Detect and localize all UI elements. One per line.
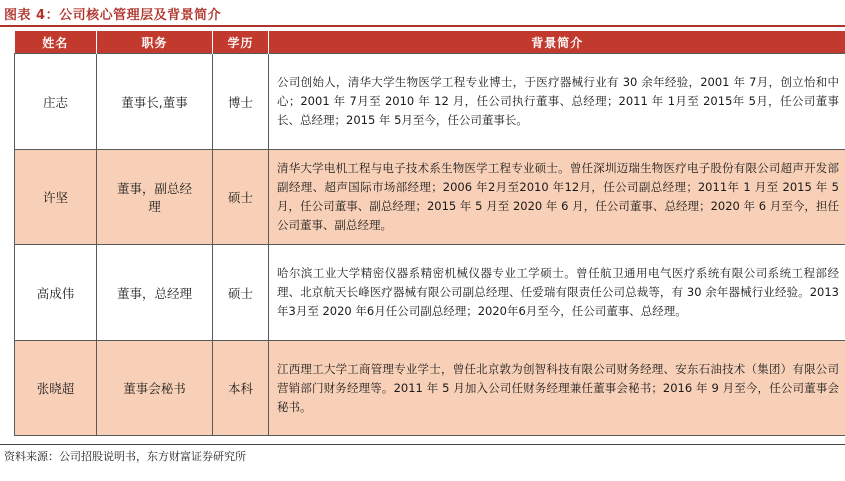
table-row <box>15 341 845 436</box>
cell-position: 董事，副总经理 <box>97 150 213 245</box>
header-name: 姓名 <box>15 31 97 54</box>
title-divider <box>0 25 845 27</box>
footer-divider <box>0 444 845 445</box>
table-row <box>15 150 845 245</box>
cell-background: 哈尔滨工业大学精密仪器系精密机械仪器专业工学硕士。曾任航卫通用电气医疗系统有限公司系统工程部经理、北京航天长峰医疗器械有限公司副总经理、任爱瑞有限责任公司总裁等，有 30 余年器械行业经验。2013年3月至 2020 年6月任公司副总经理；2020年6月至今，任公司董事、总经理。 <box>269 245 845 341</box>
table-header-row <box>15 31 845 54</box>
cell-background: 清华大学电机工程与电子技术系生物医学工程专业硕士。曾任深圳迈瑞生物医疗电子股份有限公司超声开发部副经理、超声国际市场部经理；2006 年2月至2010 年12月，任公司副总经理；2011年 1 月至 2015 年 5 月，任公司董事、副总经理；2015 年 5 月至 2020 年 6 月，任公司董事、总经理；2020 年 6 月至今，担任公司董事、副总经理。 <box>269 150 845 245</box>
cell-degree: 硕士 <box>213 245 269 341</box>
header-background: 背景简介 <box>269 31 845 54</box>
cell-degree: 硕士 <box>213 150 269 245</box>
figure-title: 图表 4：公司核心管理层及背景简介 <box>4 8 222 23</box>
cell-position: 董事，总经理 <box>97 245 213 341</box>
cell-background: 公司创始人，清华大学生物医学工程专业博士，于医疗器械行业有 30 余年经验，2001 年 7月，创立怡和中心；2001 年 7月至 2010 年 12 月，任公司执行董事、总经理；2011 年 1月至 2015年 5月，任公司董事长、总经理；2015 年 5月至今，任公司董事长。 <box>269 54 845 150</box>
header-position: 职务 <box>97 31 213 54</box>
cell-degree: 本科 <box>213 341 269 436</box>
cell-position: 董事会秘书 <box>97 341 213 436</box>
cell-name: 许坚 <box>15 150 97 245</box>
cell-position: 董事长,董事 <box>97 54 213 150</box>
source-note: 资料来源：公司招股说明书，东方财富证券研究所 <box>4 450 246 463</box>
cell-name: 庄志 <box>15 54 97 150</box>
cell-degree: 博士 <box>213 54 269 150</box>
cell-background: 江西理工大学工商管理专业学士，曾任北京敦为创智科技有限公司财务经理、安东石油技术（集团）有限公司营销部门财务经理等。2011 年 5 月加入公司任财务经理兼任董事会秘书；2016 年 9 月至今，任公司董事会秘书。 <box>269 341 845 436</box>
header-degree: 学历 <box>213 31 269 54</box>
table-row <box>15 54 845 150</box>
cell-name: 张晓超 <box>15 341 97 436</box>
cell-name: 高成伟 <box>15 245 97 341</box>
table-row <box>15 245 845 341</box>
management-table <box>14 31 845 436</box>
